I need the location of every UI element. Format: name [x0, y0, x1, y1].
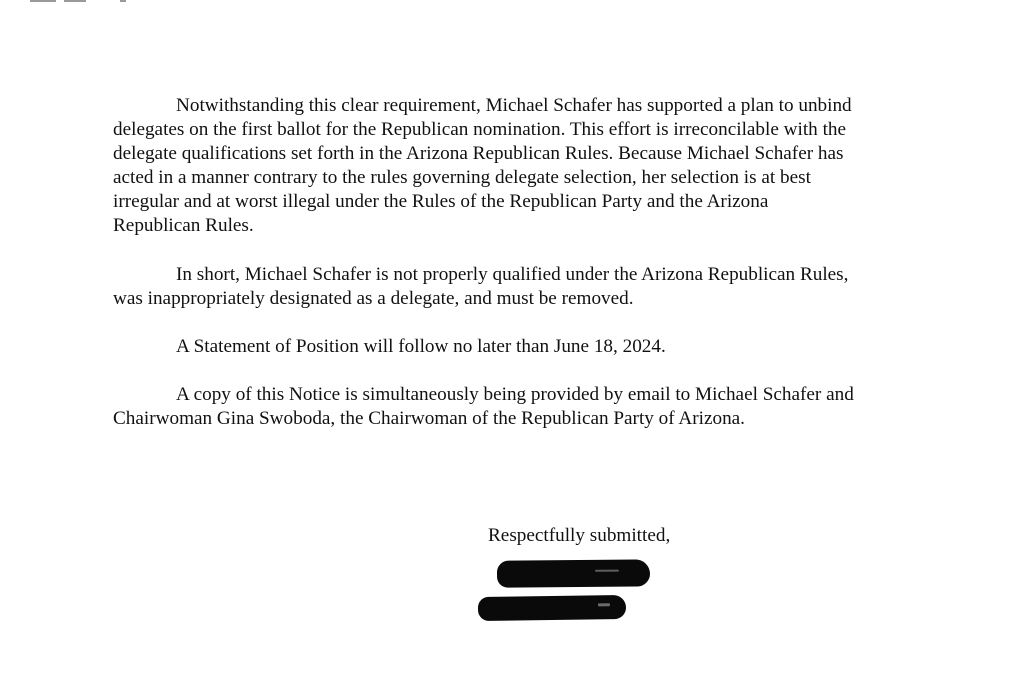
paragraph-notice-copy: A copy of this Notice is simultaneously being provided by email to Michael Schafer and Chairwoman Gina Swoboda, the Chairwoman of the Republican Party of Arizona. — [113, 383, 854, 429]
redacted-signature — [497, 559, 650, 587]
paragraph-statement-of-position: A Statement of Position will follow no later than June 18, 2024. — [176, 335, 666, 357]
redacted-name — [478, 595, 626, 621]
paragraph-conclusion: In short, Michael Schafer is not properly qualified under the Arizona Republican Rules, was inappropriately designated as a delegate, and must be removed. — [113, 263, 849, 309]
paragraph-requirement: Notwithstanding this clear requirement, Michael Schafer has supported a plan to unbind delegates on the first ballot for the Republican nomination. This effort is irreconcilable with the delegate qualifications set forth in the Arizona Republican Rules. Because Michael Schafer has acted in a manner contrary to the rules governing delegate selection, her selection is at best irregular and at worst illegal under the Rules of the Republican Party and the Arizona Republican Rules. — [113, 95, 852, 237]
letter-body — [113, 94, 933, 455]
scan-artifact — [30, 0, 140, 4]
closing-salutation: Respectfully submitted, — [488, 525, 671, 546]
